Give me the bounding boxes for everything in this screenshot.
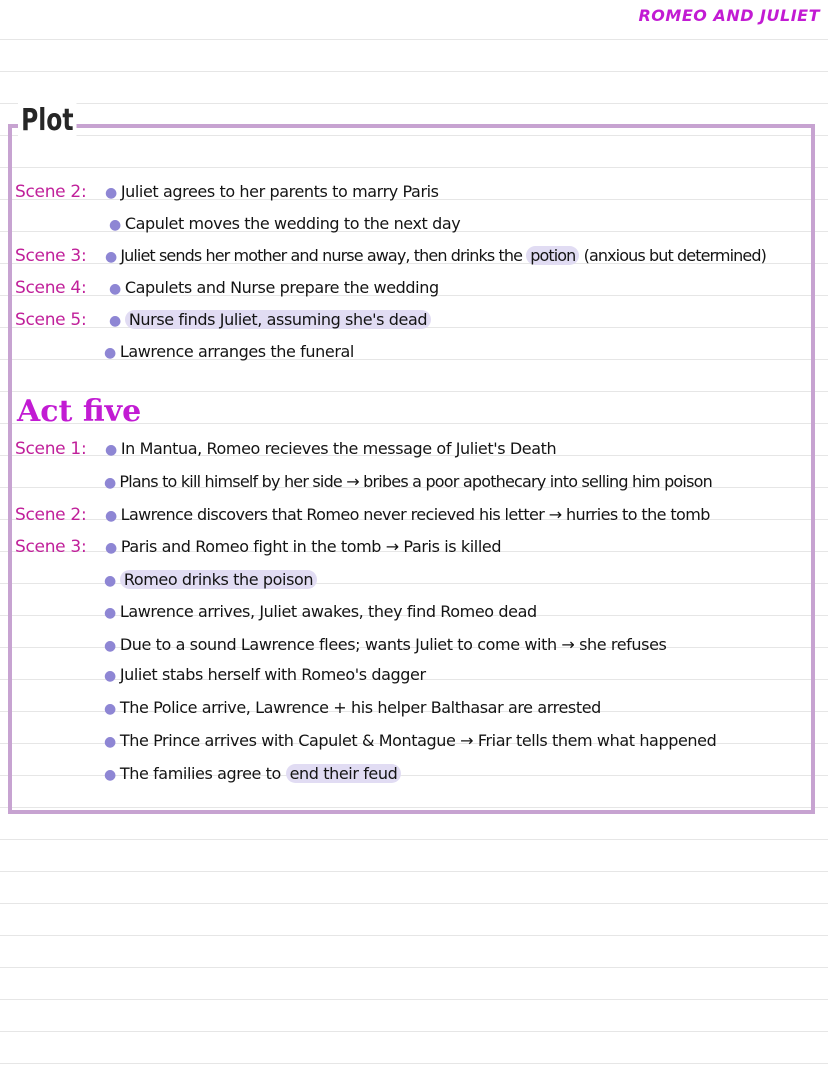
- plot-line: ● Lawrence arrives, Juliet awakes, they find Romeo dead: [104, 602, 537, 621]
- plot-label: Plot: [18, 100, 77, 142]
- bullet-icon: ●: [104, 767, 116, 783]
- bullet-icon: ●: [109, 281, 121, 297]
- plot-line: ● The families agree to end their feud: [104, 759, 401, 790]
- bullet-icon: ●: [104, 638, 116, 654]
- bullet-icon: ●: [105, 442, 117, 458]
- scene-label: Scene 3:: [15, 246, 87, 266]
- bullet-icon: ●: [104, 573, 116, 589]
- scene-label: Scene 5:: [15, 310, 87, 330]
- bullet-icon: ●: [109, 313, 121, 329]
- plot-line: ● Romeo drinks the poison: [104, 565, 317, 596]
- scene-label: Scene 2:: [15, 505, 87, 525]
- plot-line: ● Capulet moves the wedding to the next day: [109, 214, 461, 233]
- bullet-icon: ●: [104, 701, 116, 717]
- bullet-icon: ●: [105, 508, 117, 524]
- bullet-icon: ●: [104, 605, 116, 621]
- plot-line: ● Due to a sound Lawrence flees; wants Juliet to come with → she refuses: [104, 635, 667, 654]
- plot-line: ● Paris and Romeo fight in the tomb → Paris is killed: [105, 537, 502, 556]
- bullet-icon: ●: [105, 185, 117, 201]
- plot-line: ● In Mantua, Romeo recieves the message of Juliet's Death: [105, 439, 557, 458]
- plot-line: ● Juliet agrees to her parents to marry Paris: [105, 182, 439, 201]
- highlight-potion: potion: [526, 246, 579, 265]
- bullet-icon: ●: [104, 475, 116, 491]
- plot-line: ● Lawrence discovers that Romeo never recieved his letter → hurries to the tomb: [105, 505, 710, 524]
- scene-label: Scene 2:: [15, 182, 87, 202]
- plot-line: ● Juliet sends her mother and nurse away, then drinks the potion (anxious but determined): [105, 246, 766, 265]
- bullet-icon: ●: [104, 345, 116, 361]
- scene-label: Scene 4:: [15, 278, 87, 298]
- plot-line: ● Lawrence arranges the funeral: [104, 342, 354, 361]
- plot-line: ● The Police arrive, Lawrence + his helper Balthasar are arrested: [104, 698, 601, 717]
- highlight-end-feud: end their feud: [286, 764, 402, 783]
- bullet-icon: ●: [105, 249, 117, 265]
- scene-label: Scene 3:: [15, 537, 87, 557]
- scene-label: Scene 1:: [15, 439, 87, 459]
- plot-line: ● Juliet stabs herself with Romeo's dagger: [104, 665, 426, 684]
- page-header-title: ROMEO AND JULIET: [638, 6, 820, 25]
- bullet-icon: ●: [105, 540, 117, 556]
- act-five-heading: Act five: [17, 394, 142, 429]
- plot-line: ● The Prince arrives with Capulet & Montague → Friar tells them what happened: [104, 731, 717, 750]
- plot-line: ● Plans to kill himself by her side → bribes a poor apothecary into selling him poison: [104, 472, 712, 491]
- plot-line: ● Nurse finds Juliet, assuming she's dead: [109, 305, 431, 336]
- bullet-icon: ●: [104, 668, 116, 684]
- plot-line: ● Capulets and Nurse prepare the wedding: [109, 278, 439, 297]
- bullet-icon: ●: [104, 734, 116, 750]
- bullet-icon: ●: [109, 217, 121, 233]
